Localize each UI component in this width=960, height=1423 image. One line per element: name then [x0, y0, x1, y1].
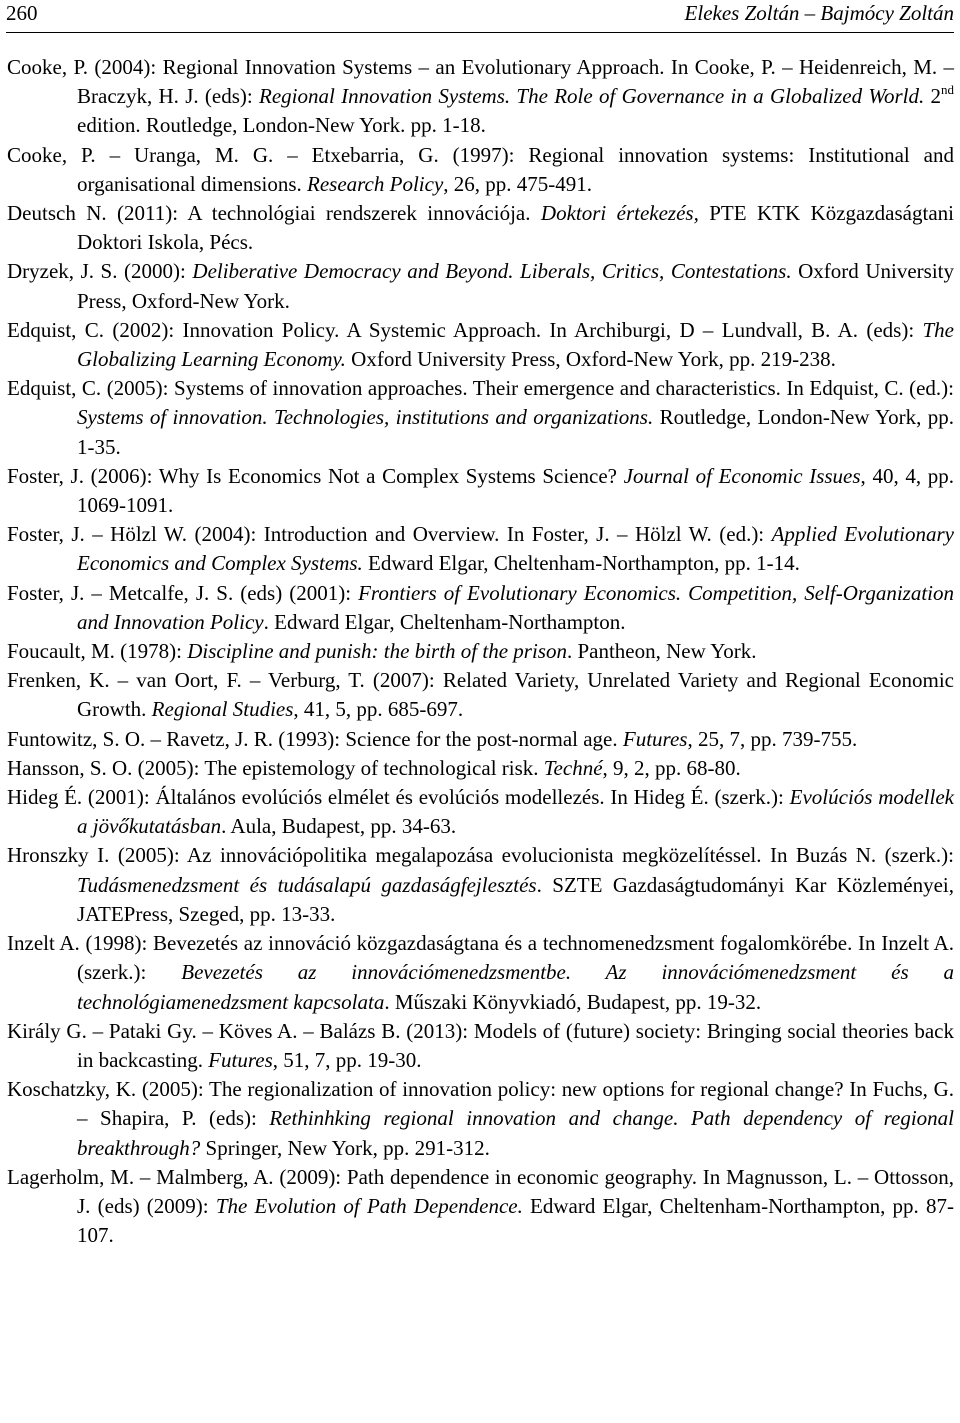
- reference-text: Foster, J. – Hölzl W. (2004): Introduction and Overview. In Foster, J. – Hölzl W. (ed.):: [7, 522, 772, 547]
- reference-text: Koschatzky, K. (2005): The regionalization of innovation policy: new options for regional change? In Fuchs, G. – Shapira, P. (eds):: [7, 1077, 954, 1131]
- reference-entry: [7, 199, 954, 257]
- reference-text: Hansson, S. O. (2005): The epistemology of technological risk.: [7, 755, 544, 780]
- reference-text: Hronszky I. (2005): Az innovációpolitika megalapozása evolucionista megközelítéssel. In Buzás N. (szerk.):: [7, 843, 954, 868]
- reference-title-italic: Frontiers of Evolutionary Economics. Competition, Self-Organization and Innovation Policy: [77, 580, 954, 634]
- reference-text: Hideg É. (2001): Általános evolúciós elmélet és evolúciós modellezés. In Hideg É. (szerk.):: [7, 785, 790, 810]
- reference-title-italic: Research Policy: [307, 171, 444, 196]
- reference-entry: [7, 462, 954, 520]
- reference-entry: [7, 141, 954, 199]
- reference-text: , 41, 5, pp. 685-697.: [293, 697, 464, 722]
- reference-entry: [7, 374, 954, 462]
- reference-entry: [7, 841, 954, 929]
- reference-title-italic: Applied Evolutionary Economics and Complex Systems.: [77, 522, 954, 576]
- reference-title-italic: Futures: [622, 726, 688, 751]
- reference-text: Inzelt A. (1998): Bevezetés az innováció közgazdaságtana és a technomenedzsment fogalomkörébe. In Inzelt A. (szerk.):: [7, 931, 954, 985]
- reference-text: Lagerholm, M. – Malmberg, A. (2009): Path dependence in economic geography. In Magnusson, L. – Ottosson, J. (eds) (2009):: [7, 1164, 954, 1218]
- reference-text: , 51, 7, pp. 19-30.: [272, 1047, 422, 1072]
- reference-entry: [7, 316, 954, 374]
- reference-text: Edquist, C. (2005): Systems of innovation approaches. Their emergence and characteristics. In Edquist, C. (ed.):: [7, 376, 954, 401]
- reference-title-italic: Tudásmenedzsment és tudásalapú gazdaságfejlesztés: [77, 872, 537, 897]
- running-title: Elekes Zoltán – Bajmócy Zoltán: [684, 1, 954, 25]
- reference-text: , 25, 7, pp. 739-755.: [687, 726, 858, 751]
- reference-title-italic: Evolúciós modellek a jövőkutatásban: [77, 785, 954, 839]
- reference-entry: [7, 754, 954, 783]
- reference-text: Oxford University Press, Oxford-New York.: [77, 259, 954, 313]
- reference-superscript: nd: [941, 82, 955, 98]
- reference-text: . Műszaki Könyvkiadó, Budapest, pp. 19-32.: [384, 989, 762, 1014]
- reference-title-italic: The Evolution of Path Dependence.: [215, 1193, 523, 1218]
- reference-title-italic: Rethinhking regional innovation and change. Path dependency of regional breakthrough?: [77, 1106, 954, 1160]
- running-header: [6, 0, 954, 33]
- reference-title-italic: Deliberative Democracy and Beyond. Liberals, Critics, Contestations.: [192, 259, 792, 284]
- reference-entry: [7, 929, 954, 1017]
- reference-text: Cooke, P. (2004): Regional Innovation Systems – an Evolutionary Approach. In Cooke, P. – Heidenreich, M. – Braczyk, H. J. (eds):: [7, 55, 954, 109]
- reference-text: Király G. – Pataki Gy. – Köves A. – Balázs B. (2013): Models of (future) society: Bringing social theories back in backcasting.: [7, 1018, 954, 1072]
- page-number: 260: [6, 1, 38, 25]
- reference-title-italic: Discipline and punish: the birth of the prison: [187, 639, 567, 664]
- reference-text: Frenken, K. – van Oort, F. – Verburg, T. (2007): Related Variety, Unrelated Variety and Regional Economic Growth.: [7, 668, 954, 722]
- reference-list: [7, 53, 954, 1250]
- reference-entry: [7, 1017, 954, 1075]
- reference-title-italic: Regional Innovation Systems. The Role of Governance in a Globalized World.: [259, 84, 925, 109]
- reference-title-italic: Bevezetés az innovációmenedzsmentbe. Az innovációmenedzsment és a technológiamenedzsment kapcsolata: [77, 960, 954, 1014]
- reference-text: Funtowitz, S. O. – Ravetz, J. R. (1993): Science for the post-normal age.: [7, 726, 623, 751]
- reference-entry: [7, 53, 954, 141]
- reference-text: Cooke, P. – Uranga, M. G. – Etxebarria, G. (1997): Regional innovation systems: Institutional and organisational dimensions.: [7, 142, 954, 196]
- reference-text: Foster, J. (2006): Why Is Economics Not a Complex Systems Science?: [7, 463, 624, 488]
- reference-text: Springer, New York, pp. 291-312.: [200, 1135, 490, 1160]
- reference-entry: [7, 783, 954, 841]
- reference-text: Edquist, C. (2002): Innovation Policy. A Systemic Approach. In Archiburgi, D – Lundvall, B. A. (eds):: [7, 317, 923, 342]
- reference-title-italic: Futures: [208, 1047, 273, 1072]
- reference-text: . Edward Elgar, Cheltenham-Northampton.: [263, 609, 626, 634]
- reference-text: PTE KTK Közgazdaságtani Doktori Iskola, Pécs.: [77, 201, 954, 255]
- reference-text: , 40, 4, pp. 1069-1091.: [77, 463, 954, 518]
- reference-title-italic: Doktori értekezés,: [540, 201, 699, 226]
- reference-text: Edward Elgar, Cheltenham-Northampton, pp. 87-107.: [77, 1193, 955, 1248]
- reference-entry: [7, 1163, 954, 1251]
- reference-entry: [7, 666, 954, 724]
- reference-entry: [7, 579, 954, 637]
- reference-text: Foucault, M. (1978):: [7, 639, 188, 664]
- reference-text: Edward Elgar, Cheltenham-Northampton, pp. 1-14.: [362, 551, 800, 576]
- reference-text: , 9, 2, pp. 68-80.: [602, 755, 741, 780]
- reference-text: . SZTE Gazdaságtudományi Kar Közleményei, JATEPress, Szeged, pp. 13-33.: [77, 872, 954, 926]
- reference-entry: [7, 725, 954, 754]
- reference-text: . Pantheon, New York.: [566, 639, 757, 664]
- reference-title-italic: Techné: [543, 755, 603, 780]
- reference-text: Foster, J. – Metcalfe, J. S. (eds) (2001):: [7, 580, 359, 605]
- reference-title-italic: Journal of Economic Issues: [623, 463, 861, 488]
- reference-entry: [7, 1075, 954, 1163]
- reference-title-italic: Systems of innovation. Technologies, institutions and organizations.: [77, 405, 654, 430]
- reference-text: . Aula, Budapest, pp. 34-63.: [221, 814, 457, 839]
- reference-title-italic: The Globalizing Learning Economy.: [77, 317, 954, 372]
- reference-title-italic: Regional Studies: [151, 697, 294, 722]
- reference-text: Deutsch N. (2011): A technológiai rendszerek innovációja.: [7, 201, 541, 226]
- reference-text: , 26, pp. 475-491.: [443, 171, 593, 196]
- reference-text: edition. Routledge, London-New York. pp. 1-18.: [77, 113, 486, 138]
- reference-text: Routledge, London-New York, pp. 1-35.: [77, 405, 954, 459]
- reference-entry: [7, 637, 954, 666]
- reference-text: 2: [924, 84, 942, 109]
- reference-text: Dryzek, J. S. (2000):: [7, 259, 193, 284]
- reference-entry: [7, 520, 954, 578]
- reference-text: Oxford University Press, Oxford-New York, pp. 219-238.: [345, 347, 836, 372]
- reference-entry: [7, 257, 954, 315]
